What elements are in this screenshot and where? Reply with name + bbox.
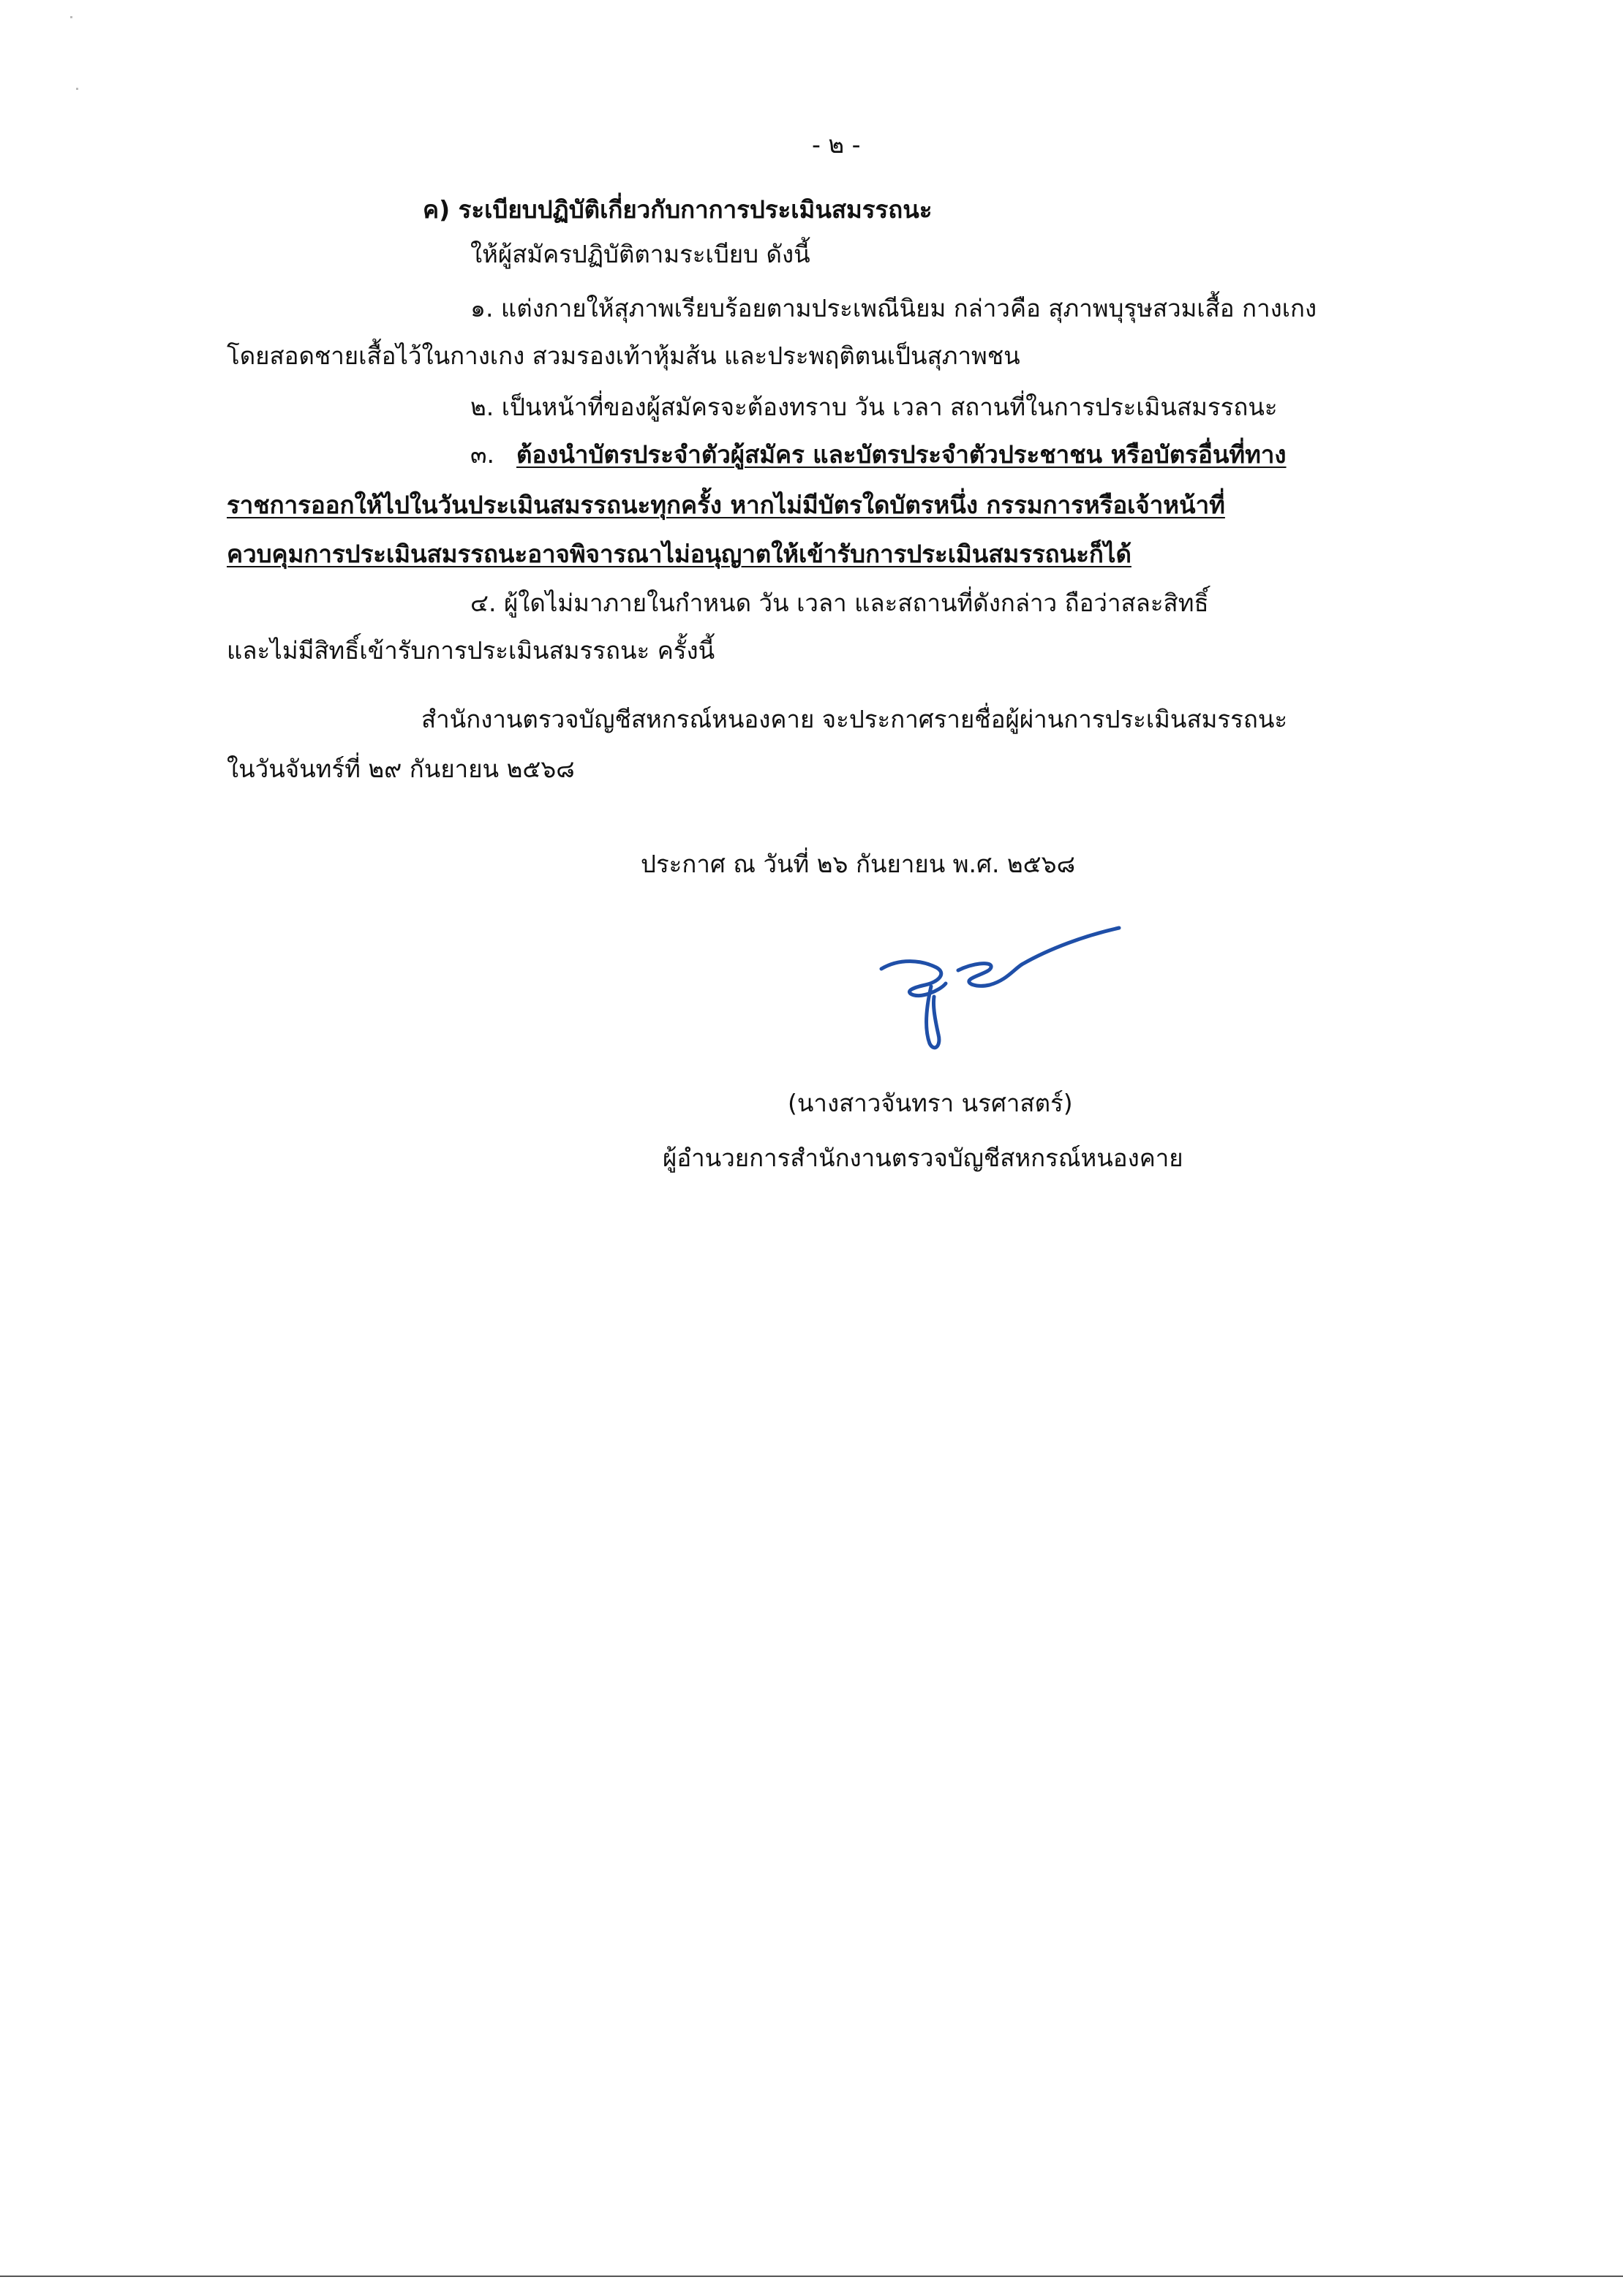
item-4-line-1: ๔. ผู้ใดไม่มาภายในกำหนด วัน เวลา และสถานที่ดังกล่าว ถือว่าสละสิทธิ์ [470, 589, 1209, 617]
section-intro: ให้ผู้สมัครปฏิบัติตามระเบียบ ดังนี้ [470, 240, 810, 268]
item-3-line-2: ราชการออกให้ไปในวันประเมินสมรรถนะทุกครั้ง หากไม่มีบัตรใดบัตรหนึ่ง กรรมการหรือเจ้าหน้าที่ [227, 491, 1225, 519]
item-2-line-1: ๒. เป็นหน้าที่ของผู้สมัครจะต้องทราบ วัน เวลา สถานที่ในการประเมินสมรรถนะ [470, 393, 1278, 421]
announcement-line-2: ในวันจันทร์ที่ ๒๙ กันยายน ๒๕๖๘ [227, 755, 575, 783]
bottom-rule [0, 2276, 1623, 2277]
signatory-position: ผู้อำนวยการสำนักงานตรวจบัญชีสหกรณ์หนองคาย [663, 1144, 1183, 1172]
scan-speck [70, 16, 72, 18]
item-4-line-2: และไม่มีสิทธิ์เข้ารับการประเมินสมรรถนะ ครั้งนี้ [227, 636, 715, 665]
item-3-line-1: ต้องนำบัตรประจำตัวผู้สมัคร และบัตรประจำตัวประชาชน หรือบัตรอื่นที่ทาง [516, 440, 1287, 469]
item-3-line-3: ควบคุมการประเมินสมรรถนะอาจพิจารณาไม่อนุญาตให้เข้ารับการประเมินสมรรถนะก็ได้ [227, 540, 1131, 568]
item-3-number: ๓. [470, 440, 495, 469]
signatory-name: (นางสาวจันทรา นรศาสตร์) [788, 1089, 1073, 1117]
item-1-line-1: ๑. แต่งกายให้สุภาพเรียบร้อยตามประเพณีนิยม กล่าวคือ สุภาพบุรุษสวมเสื้อ กางเกง [470, 294, 1317, 322]
section-heading: ค) ระเบียบปฏิบัติเกี่ยวกับกาการประเมินสมรรถนะ [423, 195, 933, 224]
page-number: - ๒ - [812, 130, 861, 159]
item-1-line-2: โดยสอดชายเสื้อไว้ในกางเกง สวมรองเท้าหุ้มส้น และประพฤติตนเป็นสุภาพชน [227, 341, 1020, 370]
signature-mark [867, 918, 1130, 1057]
date-line: ประกาศ ณ วันที่ ๒๖ กันยายน พ.ศ. ๒๕๖๘ [641, 850, 1076, 878]
announcement-line-1: สำนักงานตรวจบัญชีสหกรณ์หนองคาย จะประกาศรายชื่อผู้ผ่านการประเมินสมรรถนะ [421, 705, 1288, 733]
scan-speck [76, 88, 78, 90]
